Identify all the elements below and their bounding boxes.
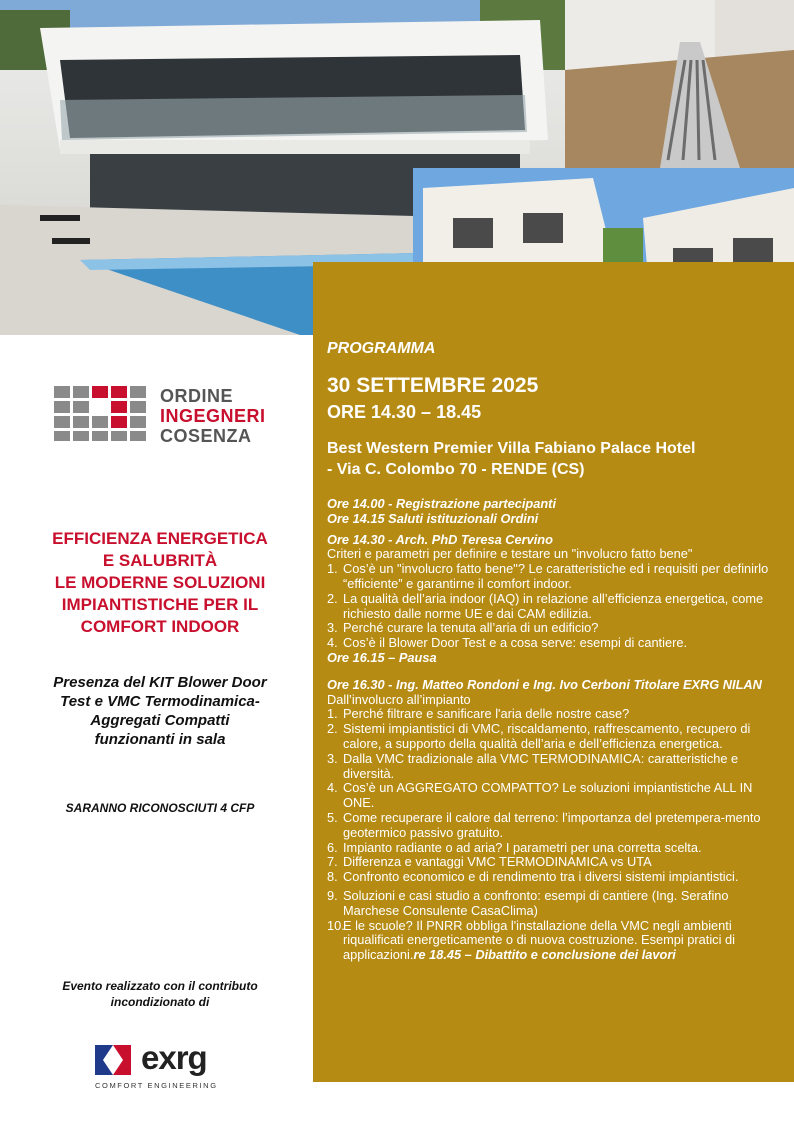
list-item: 2. Sistemi impiantistici di VMC, riscaldamento, raffrescamento, recupero di calore, a supporto della qualità dell’aria e dell’efficienza energetica.	[327, 721, 751, 751]
sponsor-notice	[20, 978, 300, 1010]
agenda-break: Ore 16.15 – Pausa	[327, 649, 437, 665]
venue-line: - Via C. Colombo 70 - RENDE (CS)	[327, 461, 585, 478]
title-line: LE MODERNE SOLUZIONI	[54, 573, 266, 592]
floor-grille-illustration	[565, 0, 794, 168]
sponsor-line: incondizionato di	[110, 995, 210, 1009]
event-title	[20, 528, 300, 638]
event-date: 30 SETTEMBRE 2025	[327, 374, 539, 397]
exrg-wordmark: exrg	[141, 1039, 207, 1076]
list-item: 4. Cos’è il Blower Door Test e a cosa serve: esempi di cantiere.	[327, 635, 688, 651]
list-item: 3. Dalla VMC tradizionale alla VMC TERMODINAMICA: caratteristiche e diversità.	[327, 750, 739, 781]
agenda-session1-intro: Criteri e parametri per definire e testare un "involucro fatto bene"	[327, 546, 693, 562]
agenda-session1-heading: Ore 14.30 - Arch. PhD Teresa Cervino	[327, 531, 553, 547]
list-item: 1. Perché filtrare e sanificare l'aria delle nostre case?	[327, 706, 630, 722]
agenda-session2-heading: Ore 16.30 - Ing. Matteo Rondoni e Ing. Ivo Cerboni Titolare EXRG NILAN	[327, 676, 762, 692]
kit-line: funzionanti in sala	[94, 731, 226, 748]
exrg-tagline: COMFORT ENGINEERING	[95, 1081, 218, 1090]
list-item: 5. Come recuperare il calore dal terreno: l’importanza del pretempera-mento geotermico passivo gratuito.	[327, 809, 761, 840]
kit-notice	[20, 673, 300, 749]
exrg-logo	[95, 1039, 235, 1095]
list-item: 1. Cos’è un "involucro fatto bene"? Le caratteristiche ed i requisiti per definirlo “efficiente” e garantirne il comfort indoor.	[327, 561, 769, 591]
list-item: 8. Confronto economico e di rendimento tra i diversi sistemi impiantistici.	[327, 869, 739, 885]
kit-line: Test e VMC Termodinamica-	[60, 693, 260, 710]
list-item: 10. E le scuole? Il PNRR obbliga l'installazione della VMC negli ambienti riqualificati energeticamente o di nuova costruzione. Esempi pratici di applicazioni.re 18.45 – Dibattito e conclusione dei lavori	[327, 917, 735, 963]
floor-grille-photo	[565, 0, 794, 168]
kit-line: Presenza del KIT Blower Door	[53, 674, 267, 691]
logo-ordine: ORDINE	[160, 386, 234, 406]
cfp-notice: SARANNO RICONOSCIUTI 4 CFP	[65, 801, 255, 815]
list-item: 4. Cos’è un AGGREGATO COMPATTO? Le soluzioni impiantistiche ALL IN ONE.	[327, 780, 753, 811]
agenda-closing: re 18.45 – Dibattito e conclusione dei lavori	[413, 947, 676, 963]
title-line: IMPIANTISTICHE PER IL	[61, 595, 259, 614]
logo-cosenza: COSENZA	[160, 426, 252, 446]
title-line: E SALUBRITÀ	[102, 551, 218, 570]
title-line: COMFORT INDOOR	[80, 617, 240, 636]
agenda-greetings: Ore 14.15 Saluti istituzionali Ordini	[327, 510, 539, 526]
kit-line: Aggregati Compatti	[90, 712, 230, 729]
agenda-session2-intro: Dall’involucro all’impianto	[327, 691, 471, 707]
ordine-ingegneri-logo-mark	[54, 386, 150, 442]
list-item: 7. Differenza e vantaggi VMC TERMODINAMICA vs UTA	[327, 854, 652, 870]
list-item: 2. La qualità dell’aria indoor (IAQ) in relazione all’efficienza energetica, come richiesto dalle norme UE e dai CAM edilizia.	[327, 590, 764, 621]
title-line: EFFICIENZA ENERGETICA	[52, 529, 268, 548]
venue	[327, 438, 787, 480]
programma-heading: PROGRAMMA	[327, 340, 436, 357]
list-item: 6. Impianto radiante o ad aria? I parametri per una corretta scelta.	[327, 839, 702, 855]
logo-ingegneri: INGEGNERI	[160, 406, 266, 426]
list-item: 9. Soluzioni e casi studio a confronto: esempi di cantiere (Ing. Serafino Marchese Consulente CasaClima)	[327, 887, 729, 918]
event-time: ORE 14.30 – 18.45	[327, 402, 482, 422]
agenda-registration: Ore 14.00 - Registrazione partecipanti	[327, 496, 557, 511]
sponsor-line: Evento realizzato con il contributo	[62, 979, 258, 993]
agenda	[327, 497, 787, 963]
list-item: 3. Perché curare la tenuta all’aria di un edificio?	[327, 620, 599, 636]
venue-line: Best Western Premier Villa Fabiano Palace Hotel	[327, 440, 696, 457]
